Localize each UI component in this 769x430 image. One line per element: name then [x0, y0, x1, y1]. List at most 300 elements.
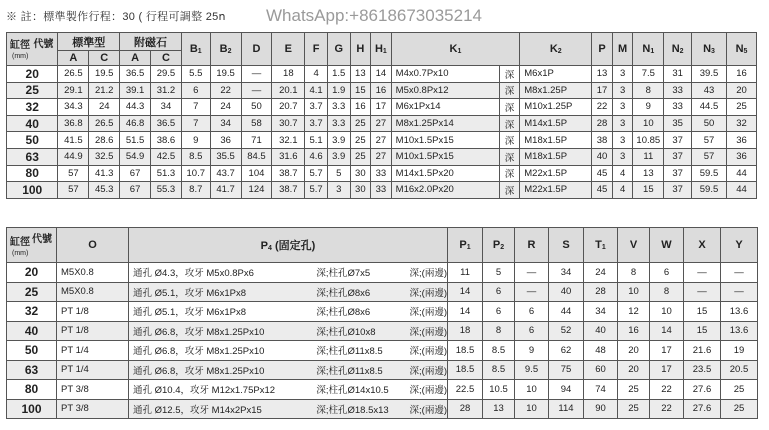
header-v: V	[618, 228, 650, 263]
table-cell: —	[515, 263, 549, 283]
table-cell: 104	[241, 165, 272, 182]
table-cell: 深	[499, 132, 520, 149]
table-cell: 18.5	[448, 360, 483, 380]
header-standard-a: A	[58, 51, 89, 66]
table-cell: 57	[692, 132, 727, 149]
table-cell: —	[515, 282, 549, 302]
table-cell: 15	[684, 321, 721, 341]
table-cell: 36.5	[151, 115, 182, 132]
table-cell: M5X0.8	[57, 263, 129, 283]
p4-cell	[129, 360, 448, 380]
table-row	[7, 132, 757, 149]
table-cell: 55.3	[151, 182, 182, 199]
table-cell: 29.1	[58, 82, 89, 99]
table-cell: 24	[584, 263, 618, 283]
p4-part: 深;(兩邊)	[409, 346, 447, 358]
table-cell: 27	[371, 115, 392, 132]
table-cell: 4	[305, 66, 328, 83]
corner-header	[7, 33, 58, 66]
corner-code: 代號	[33, 39, 54, 50]
table-cell: 51.5	[120, 132, 151, 149]
table-row	[7, 182, 757, 199]
table-cell: 46.8	[120, 115, 151, 132]
bore-cell: 100	[7, 399, 57, 419]
table-cell: 深	[499, 165, 520, 182]
table-cell: 6	[515, 321, 549, 341]
table-cell: 34	[210, 115, 241, 132]
table-cell: 67	[120, 165, 151, 182]
table-cell: 7.5	[633, 66, 664, 83]
table-cell: 31.2	[151, 82, 182, 99]
table-cell: 4.1	[305, 82, 328, 99]
table-cell: 3	[612, 148, 633, 165]
table-cell: 8.7	[181, 182, 210, 199]
table-cell: 39.1	[120, 82, 151, 99]
table-cell: 20.7	[272, 99, 305, 116]
table-cell: 34.3	[58, 99, 89, 116]
table-cell: 30	[350, 165, 371, 182]
table-cell: 57	[58, 165, 89, 182]
header-s: S	[549, 228, 584, 263]
table-cell: 8	[650, 282, 684, 302]
table-cell: M16x2.0Px20	[391, 182, 499, 199]
table-cell: 45	[592, 165, 613, 182]
header-h1: $H_1$	[371, 33, 392, 66]
table-cell: 3	[612, 99, 633, 116]
table-cell: 62	[549, 341, 584, 361]
table-cell: 42.5	[151, 148, 182, 165]
p4-part: 深;(兩邊)	[409, 268, 447, 280]
table-cell: 38.7	[272, 182, 305, 199]
table-cell: M8x1.25Px14	[391, 115, 499, 132]
table-cell: 3.9	[327, 148, 350, 165]
table-cell: 17	[650, 360, 684, 380]
table-cell: 25	[350, 132, 371, 149]
p4-part: 深;柱孔Ø7x5	[316, 268, 371, 280]
table-cell: 38	[592, 132, 613, 149]
table-cell: 3	[612, 115, 633, 132]
p4-part: 深;柱孔Ø11x8.5	[316, 346, 383, 358]
table-cell: 40	[592, 148, 613, 165]
table-cell: 深	[499, 82, 520, 99]
table-cell: 4.6	[305, 148, 328, 165]
bore-cell: 25	[7, 282, 57, 302]
corner-bore-2: 缸徑	[10, 237, 30, 248]
table-cell: 84.5	[241, 148, 272, 165]
table-cell: 45	[592, 182, 613, 199]
table-cell: 3.7	[305, 115, 328, 132]
p4-part: 深;柱孔Ø11x8.5	[316, 365, 383, 377]
corner-code-2: 代號	[32, 234, 52, 245]
table-cell: 22	[592, 99, 613, 116]
table-cell: 21.2	[89, 82, 120, 99]
header-magnet-c: C	[151, 51, 182, 66]
header-r: R	[515, 228, 549, 263]
table-cell: 15	[633, 182, 664, 199]
table-cell: 33	[664, 99, 692, 116]
table-cell: 深	[499, 66, 520, 83]
table-row	[7, 148, 757, 165]
p4-cell	[129, 282, 448, 302]
table-cell: —	[721, 282, 758, 302]
table-cell: 7	[181, 99, 210, 116]
table-cell: M22x1.5P	[520, 182, 592, 199]
table-row	[7, 66, 757, 83]
header-o: O	[57, 228, 129, 263]
table-row	[7, 282, 758, 302]
table-cell: 1.9	[327, 82, 350, 99]
table-cell: 114	[549, 399, 584, 419]
table-cell: 32.1	[272, 132, 305, 149]
corner-unit: (mm)	[12, 53, 29, 60]
table-cell: 44	[726, 182, 756, 199]
table-cell: 8.5	[483, 360, 515, 380]
table-cell: —	[241, 82, 272, 99]
table-cell: 18	[272, 66, 305, 83]
header-n2: $N_2$	[664, 33, 692, 66]
table-cell: 3	[327, 182, 350, 199]
p4-part: 通孔 Ø6.8，攻牙 M8x1.25Px10	[133, 326, 265, 338]
header-n1: $N_1$	[633, 33, 664, 66]
table-cell: 24	[89, 99, 120, 116]
header-f: F	[305, 33, 328, 66]
table-cell: 41.3	[89, 165, 120, 182]
table-cell: 22	[210, 82, 241, 99]
bore-cell: 40	[7, 115, 58, 132]
p4-part: 通孔 Ø5.1，攻牙 M6x1Px8	[133, 307, 246, 319]
table-cell: 13	[483, 399, 515, 419]
table-cell: 3.7	[305, 99, 328, 116]
table-cell: 37	[664, 132, 692, 149]
header-e: E	[272, 33, 305, 66]
table-cell: 19.5	[89, 66, 120, 83]
table-cell: 32.5	[89, 148, 120, 165]
table2-body	[7, 263, 758, 419]
table-cell: 27.6	[684, 380, 721, 400]
bore-cell: 50	[7, 341, 57, 361]
table-cell: 25	[618, 380, 650, 400]
header-note: ※ 註：標準製作行程：30 ( 行程可調整 25ո	[6, 11, 226, 23]
table-cell: 18.5	[448, 341, 483, 361]
table-cell: 57	[58, 182, 89, 199]
table-cell: 11	[448, 263, 483, 283]
dimension-table-2	[6, 227, 758, 419]
table-cell: 27.6	[684, 399, 721, 419]
table-cell: PT 1/8	[57, 302, 129, 322]
table-row	[7, 263, 758, 283]
table-cell: 3	[612, 132, 633, 149]
table-cell: 6	[515, 302, 549, 322]
table-cell: M10x1.25P	[520, 99, 592, 116]
table-cell: 25	[721, 399, 758, 419]
table-cell: —	[684, 282, 721, 302]
p4-part: 深;(兩邊)	[409, 287, 447, 299]
table-cell: 51.3	[151, 165, 182, 182]
table-cell: 13	[592, 66, 613, 83]
header-standard-c: C	[89, 51, 120, 66]
table-cell: 21.6	[684, 341, 721, 361]
table-cell: 32	[726, 115, 756, 132]
header-y: Y	[721, 228, 758, 263]
table-cell: PT 1/8	[57, 321, 129, 341]
table-cell: 25	[350, 115, 371, 132]
p4-part: 深;(兩邊)	[409, 385, 447, 397]
table-cell: 8.5	[181, 148, 210, 165]
table-cell: 5	[483, 263, 515, 283]
table-cell: M6x1P	[520, 66, 592, 83]
bore-cell: 40	[7, 321, 57, 341]
p4-part: 深;柱孔Ø18.5x13	[316, 404, 389, 416]
table-cell: 34	[549, 263, 584, 283]
bore-cell: 100	[7, 182, 58, 199]
header-p: P	[592, 33, 613, 66]
table-cell: 深	[499, 148, 520, 165]
table-cell: 5.7	[305, 165, 328, 182]
table-cell: 20	[618, 341, 650, 361]
table-cell: 15	[684, 302, 721, 322]
table-cell: —	[684, 263, 721, 283]
table-row	[7, 399, 758, 419]
table-cell: 43.7	[210, 165, 241, 182]
table-cell: 3	[612, 82, 633, 99]
table-cell: 57	[692, 148, 727, 165]
p4-part: 通孔 Ø6.8，攻牙 M8x1.25Px10	[133, 365, 265, 377]
table-cell: 10	[618, 282, 650, 302]
table-cell: 44	[726, 165, 756, 182]
table-cell: 5	[327, 165, 350, 182]
p4-part: 深;柱孔Ø8x6	[316, 307, 371, 319]
p4-part: 深;柱孔Ø8x6	[316, 287, 371, 299]
table-cell: 20	[726, 82, 756, 99]
table-cell: 45.3	[89, 182, 120, 199]
table-cell: M18x1.5P	[520, 148, 592, 165]
table-cell: PT 1/4	[57, 341, 129, 361]
header-x: X	[684, 228, 721, 263]
table-cell: 3.3	[327, 115, 350, 132]
table1-body	[7, 66, 757, 199]
table-cell: M8x1.25P	[520, 82, 592, 99]
table-cell: 3.9	[327, 132, 350, 149]
table-cell: 4	[612, 182, 633, 199]
p4-part: 通孔 Ø5.1，攻牙 M6x1Px8	[133, 287, 246, 299]
table-cell: 37	[664, 165, 692, 182]
p4-part: 深;(兩邊)	[409, 365, 447, 377]
table-cell: 22	[650, 399, 684, 419]
table-cell: 59.5	[692, 165, 727, 182]
table-cell: 1.5	[327, 66, 350, 83]
header-h: H	[350, 33, 371, 66]
table-cell: 35.5	[210, 148, 241, 165]
header-g: G	[327, 33, 350, 66]
table-cell: 16	[726, 66, 756, 83]
corner-bore: 缸徑	[10, 40, 30, 51]
table-cell: 13	[350, 66, 371, 83]
table-row	[7, 321, 758, 341]
table-cell: 36	[210, 132, 241, 149]
p4-part: 通孔 Ø6.8，攻牙 M8x1.25Px10	[133, 346, 265, 358]
table-cell: 22.5	[448, 380, 483, 400]
corner-unit-2: (mm)	[12, 250, 29, 257]
table-cell: —	[721, 263, 758, 283]
p4-part: 通孔 Ø4.3，攻牙 M5x0.8Px6	[133, 268, 254, 280]
table-cell: 28	[592, 115, 613, 132]
header-magnet: 附磁石	[120, 33, 182, 51]
table-cell: 94	[549, 380, 584, 400]
table-cell: 44.3	[120, 99, 151, 116]
table-cell: 23.5	[684, 360, 721, 380]
table-cell: 10	[515, 380, 549, 400]
table-cell: 75	[549, 360, 584, 380]
table-cell: 33	[371, 182, 392, 199]
table-cell: 8.5	[483, 341, 515, 361]
table-cell: 36	[726, 148, 756, 165]
table-row	[7, 165, 757, 182]
table-cell: 18	[448, 321, 483, 341]
bore-cell: 50	[7, 132, 58, 149]
p4-part: 深;柱孔Ø14x10.5	[316, 385, 389, 397]
table-cell: 17	[371, 99, 392, 116]
table-cell: 36	[726, 132, 756, 149]
table-cell: M14x1.5P	[520, 115, 592, 132]
header-t1: $T_1$	[584, 228, 618, 263]
table-cell: 11	[633, 148, 664, 165]
table-cell: M14x1.5Px20	[391, 165, 499, 182]
table-cell: 13	[633, 165, 664, 182]
p4-part: 通孔 Ø10.4，攻牙 M12x1.75Px12	[133, 385, 276, 397]
table-cell: 40	[584, 321, 618, 341]
corner-header-2	[7, 228, 57, 263]
table-cell: 10.85	[633, 132, 664, 149]
table-cell: PT 3/8	[57, 399, 129, 419]
table-cell: 14	[448, 302, 483, 322]
table-cell: 6	[181, 82, 210, 99]
table-cell: 29.5	[151, 66, 182, 83]
p4-part: 深;(兩邊)	[409, 404, 447, 416]
table-cell: 74	[584, 380, 618, 400]
table-cell: 13.6	[721, 302, 758, 322]
table-cell: 20	[618, 360, 650, 380]
table-cell: 44.9	[58, 148, 89, 165]
table-cell: 10	[633, 115, 664, 132]
table-cell: 25	[726, 99, 756, 116]
table-cell: 6	[650, 263, 684, 283]
header-standard: 標準型	[58, 33, 120, 51]
table-cell: 28	[448, 399, 483, 419]
table-cell: 41.7	[210, 182, 241, 199]
table-cell: 17	[650, 341, 684, 361]
table-cell: 24	[210, 99, 241, 116]
table-cell: 16	[618, 321, 650, 341]
table-cell: 52	[549, 321, 584, 341]
table-cell: 9	[515, 341, 549, 361]
header-w: W	[650, 228, 684, 263]
table-cell: 16	[350, 99, 371, 116]
table-cell: 5.5	[181, 66, 210, 83]
bore-cell: 63	[7, 148, 58, 165]
table-cell: M6x1Px14	[391, 99, 499, 116]
table-cell: 10	[650, 302, 684, 322]
table-cell: 3	[612, 66, 633, 83]
header-magnet-a: A	[120, 51, 151, 66]
p4-cell	[129, 341, 448, 361]
table-cell: PT 1/4	[57, 360, 129, 380]
header-p4: $P_4$ (固定孔)	[129, 228, 448, 263]
table-cell: 14	[650, 321, 684, 341]
bore-cell: 25	[7, 82, 58, 99]
p4-cell	[129, 321, 448, 341]
table-row	[7, 99, 757, 116]
table-cell: 26.5	[89, 115, 120, 132]
table-cell: M5X0.8	[57, 282, 129, 302]
header-k2: $K_2$	[520, 33, 592, 66]
table-cell: 14	[448, 282, 483, 302]
table-cell: 71	[241, 132, 272, 149]
table-cell: 59.5	[692, 182, 727, 199]
table-cell: 36.8	[58, 115, 89, 132]
table-cell: 9.5	[515, 360, 549, 380]
table-cell: 3.3	[327, 99, 350, 116]
bore-cell: 80	[7, 165, 58, 182]
table-cell: M10x1.5Px15	[391, 132, 499, 149]
table-cell: M4x0.7Px10	[391, 66, 499, 83]
p4-part: 深;(兩邊)	[409, 307, 447, 319]
bore-cell: 80	[7, 380, 57, 400]
table-cell: 50	[692, 115, 727, 132]
bore-cell: 32	[7, 99, 58, 116]
table-cell: 31.6	[272, 148, 305, 165]
dimension-table-1	[6, 32, 757, 199]
table-cell: 14	[371, 66, 392, 83]
table-cell: —	[241, 66, 272, 83]
table-cell: 28.6	[89, 132, 120, 149]
table-cell: 90	[584, 399, 618, 419]
header-k1: $K_1$	[391, 33, 520, 66]
table-cell: 6	[483, 302, 515, 322]
table-cell: 44.5	[692, 99, 727, 116]
bore-cell: 63	[7, 360, 57, 380]
header-b1: $B_1$	[181, 33, 210, 66]
table-cell: 26.5	[58, 66, 89, 83]
table-cell: 15	[350, 82, 371, 99]
bore-cell: 20	[7, 66, 58, 83]
table-cell: 8	[618, 263, 650, 283]
table-cell: 33	[664, 82, 692, 99]
table-cell: 30.7	[272, 115, 305, 132]
table-cell: 38.6	[151, 132, 182, 149]
table-cell: 20.5	[721, 360, 758, 380]
table-cell: 10.5	[483, 380, 515, 400]
table-cell: 58	[241, 115, 272, 132]
table-cell: 39.5	[692, 66, 727, 83]
table-cell: 9	[181, 132, 210, 149]
bore-cell: 20	[7, 263, 57, 283]
header-n3: $N_3$	[692, 33, 727, 66]
p4-part: 深;(兩邊)	[409, 326, 447, 338]
table-cell: 67	[120, 182, 151, 199]
p4-part: 深;柱孔Ø10x8	[316, 326, 376, 338]
watermark-text: WhatsApp:+8618673035214	[266, 6, 482, 25]
header-p2: $P_2$	[483, 228, 515, 263]
table-cell: 28	[584, 282, 618, 302]
table-cell: 4	[612, 165, 633, 182]
bore-cell: 32	[7, 302, 57, 322]
table-cell: 30	[350, 182, 371, 199]
table-cell: 25	[350, 148, 371, 165]
p4-cell	[129, 302, 448, 322]
table-cell: 5.1	[305, 132, 328, 149]
header-b2: $B_2$	[210, 33, 241, 66]
table-cell: 38.7	[272, 165, 305, 182]
